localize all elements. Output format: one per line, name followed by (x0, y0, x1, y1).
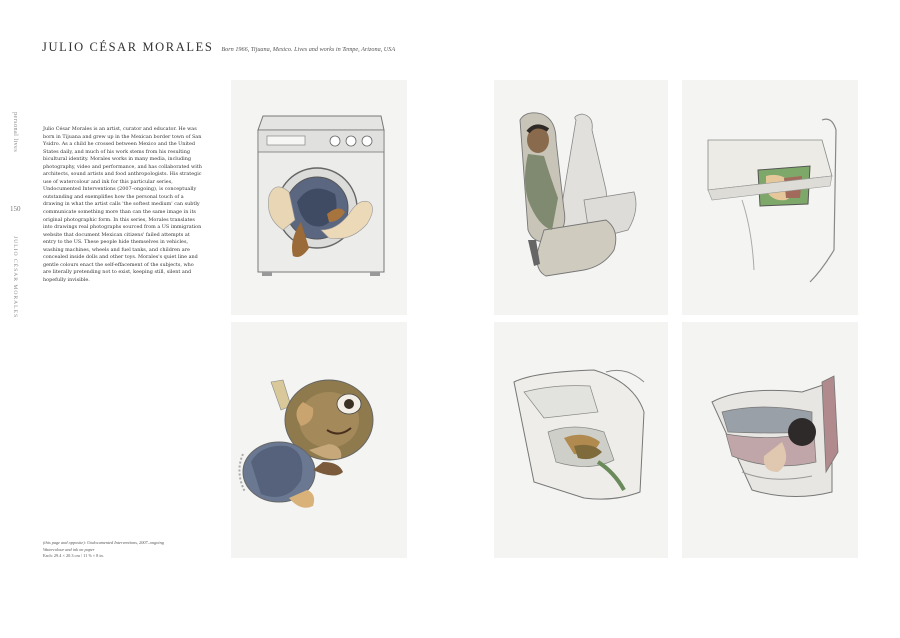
page-number: 150 (10, 205, 21, 213)
caption-title: (this page and opposite): Undocumented Interventions, 2007–ongoing (43, 540, 164, 545)
artist-name: JULIO CÉSAR MORALES (42, 40, 214, 54)
artist-bio-line: Born 1966, Tijuana, Mexico. Lives and works in Tempe, Arizona, USA (221, 46, 396, 53)
artist-essay: Julio César Morales is an artist, curator and educator. He was born in Tijuana and grew up in the Mexican border town of San Ysidro. As a child he crossed between Mexico and the United States daily, and much of his work stems from his resulting bicultural identity. Morales works in many media, including photography, video and performance, and has collaborated with architects, sound artists and food anthropologists. His strategic use of watercolour and ink for this particular series, Undocumented Interventions (2007–ongoing), is conceptually outstanding and exemplifies how the personal touch of a drawing in what the artist calls 'the softest medium' can subtly communicate something more than can the same image in its original photographic form. In this series, Morales translates into drawings real photographs sourced from a US immigration website that document Mexican citizens' failed attempts at entry to the US. These people hide themselves in vehicles, washing machines, wheels and fuel tanks, and children are concealed inside dolls and other toys. Morales's quiet line and gentle colours enact the self-effacement of the subjects, who are literally pretending not to exist, keeping still, silent and hopefully invisible. (43, 126, 202, 283)
artwork-washing-machine (231, 80, 407, 315)
running-artist-label: JULIO CÉSAR MORALES (12, 236, 18, 319)
section-label: personal lives (12, 112, 18, 153)
artwork-doll (231, 322, 407, 558)
artwork-car-door (682, 322, 858, 558)
page-header (42, 40, 395, 55)
artwork-car-seat (494, 80, 668, 315)
artwork-glove-box (682, 80, 858, 315)
image-caption (43, 540, 213, 560)
artwork-car-interior (494, 322, 668, 558)
caption-dimensions: Each: 29.4 × 20.3 cm / 11 ⅝ × 8 in. (43, 553, 104, 559)
caption-medium: Watercolour and ink on paper (43, 546, 95, 552)
